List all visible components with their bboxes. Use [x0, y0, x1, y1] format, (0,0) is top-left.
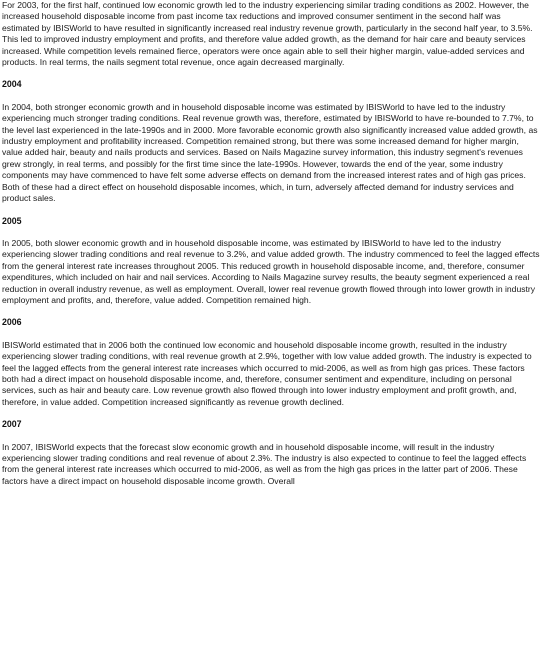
paragraph-2005: In 2005, both slower economic growth and in household disposable income, was estimated by IBISWorld to have led to the industry experiencing slower trading conditions and real revenue to 3.2%, and value added growth. The industry commenced to feel the lagged effects from the general interest rate increases throughout 2005. This reduced growth in household disposable income, and, therefore, consumer expenditures, which included on hair and nail services. According to Nails Magazine survey results, the beauty segment experienced a real reduction in overall industry revenue, as well as employment. Overall, lower real revenue growth flowed through into lower growth in industry employment and profits, and, therefore, value added. Competition remained high. — [2, 237, 540, 305]
section-heading-2006: 2006 — [2, 317, 22, 328]
paragraph-2006: IBISWorld estimated that in 2006 both the continued low economic and household disposable income growth, resulted in the industry experiencing slower trading conditions, with real revenue growth at 2.9%, together with low value added growth. The industry is expected to feel the lagged effects from the general interest rate increases which occurred to mid-2006, as well as from high gas prices. These factors both had a direct impact on household disposable income, and, therefore, consumer sentiment and expenditure, including on personal services, such as hair and beauty care. Low revenue growth also flowed through into lower industry employment and profit growth, and, therefore, in value added. Competition increased significantly as revenue growth declined. — [2, 339, 532, 407]
paragraph-2004: In 2004, both stronger economic growth and in household disposable income was estimated by IBISWorld to have led to the industry experiencing much stronger trading conditions. Real revenue growth was, therefore, estimated by IBISWorld to have re-bounded to 7.7%, to the level last experienced in the late-1990s and in 2000. More favorable economic growth also significantly increased value added growth, as industry employment and profitability increased. Competition remained strong, but there was some increased demand for higher margin, value added hair, beauty and nails products and services. Based on Nails Magazine survey information, this industry segment's revenues grew strongly, in real terms, and possibly for the first time since the late-1990s. However, towards the end of the year, some industry components may have commenced to have felt some adverse effects on demand from the increased interest rates and of high gas prices. Both of these had a direct effect on household disposable incomes, which, in turn, adversely affected demand for industry services and product sales. — [2, 101, 538, 204]
document-page — [2, 0, 540, 498]
section-heading-2004: 2004 — [2, 79, 22, 90]
paragraph-2003: For 2003, for the first half, continued low economic growth led to the industry experiencing similar trading conditions as 2002. However, the increased household disposable income from past income tax reductions and improved consumer sentiment in the second half was estimated by IBISWorld to have resulted in significantly increased real industry revenue growth, particularly in the second half year, to 3.5%. This led to improved industry employment and profits, and therefore value added growth, as the demand for hair care and beauty services increased. While competition levels remained fierce, operators were once again able to sell their higher margin, value-added services and products. In real terms, the nails segment total revenue, once again decreased marginally. — [2, 0, 533, 68]
section-heading-2007: 2007 — [2, 419, 22, 430]
paragraph-2007: In 2007, IBISWorld expects that the forecast slow economic growth and in household disposable income, will result in the industry experiencing slower trading conditions and real revenue of about 2.3%. The industry is also expected to continue to feel the lagged effects from the general interest rate increases which occurred to mid-2006, as well as from the high gas prices in the latter part of 2006. These factors have a direct impact on household disposable income growth. Overall — [2, 441, 527, 486]
section-heading-2005: 2005 — [2, 215, 22, 226]
